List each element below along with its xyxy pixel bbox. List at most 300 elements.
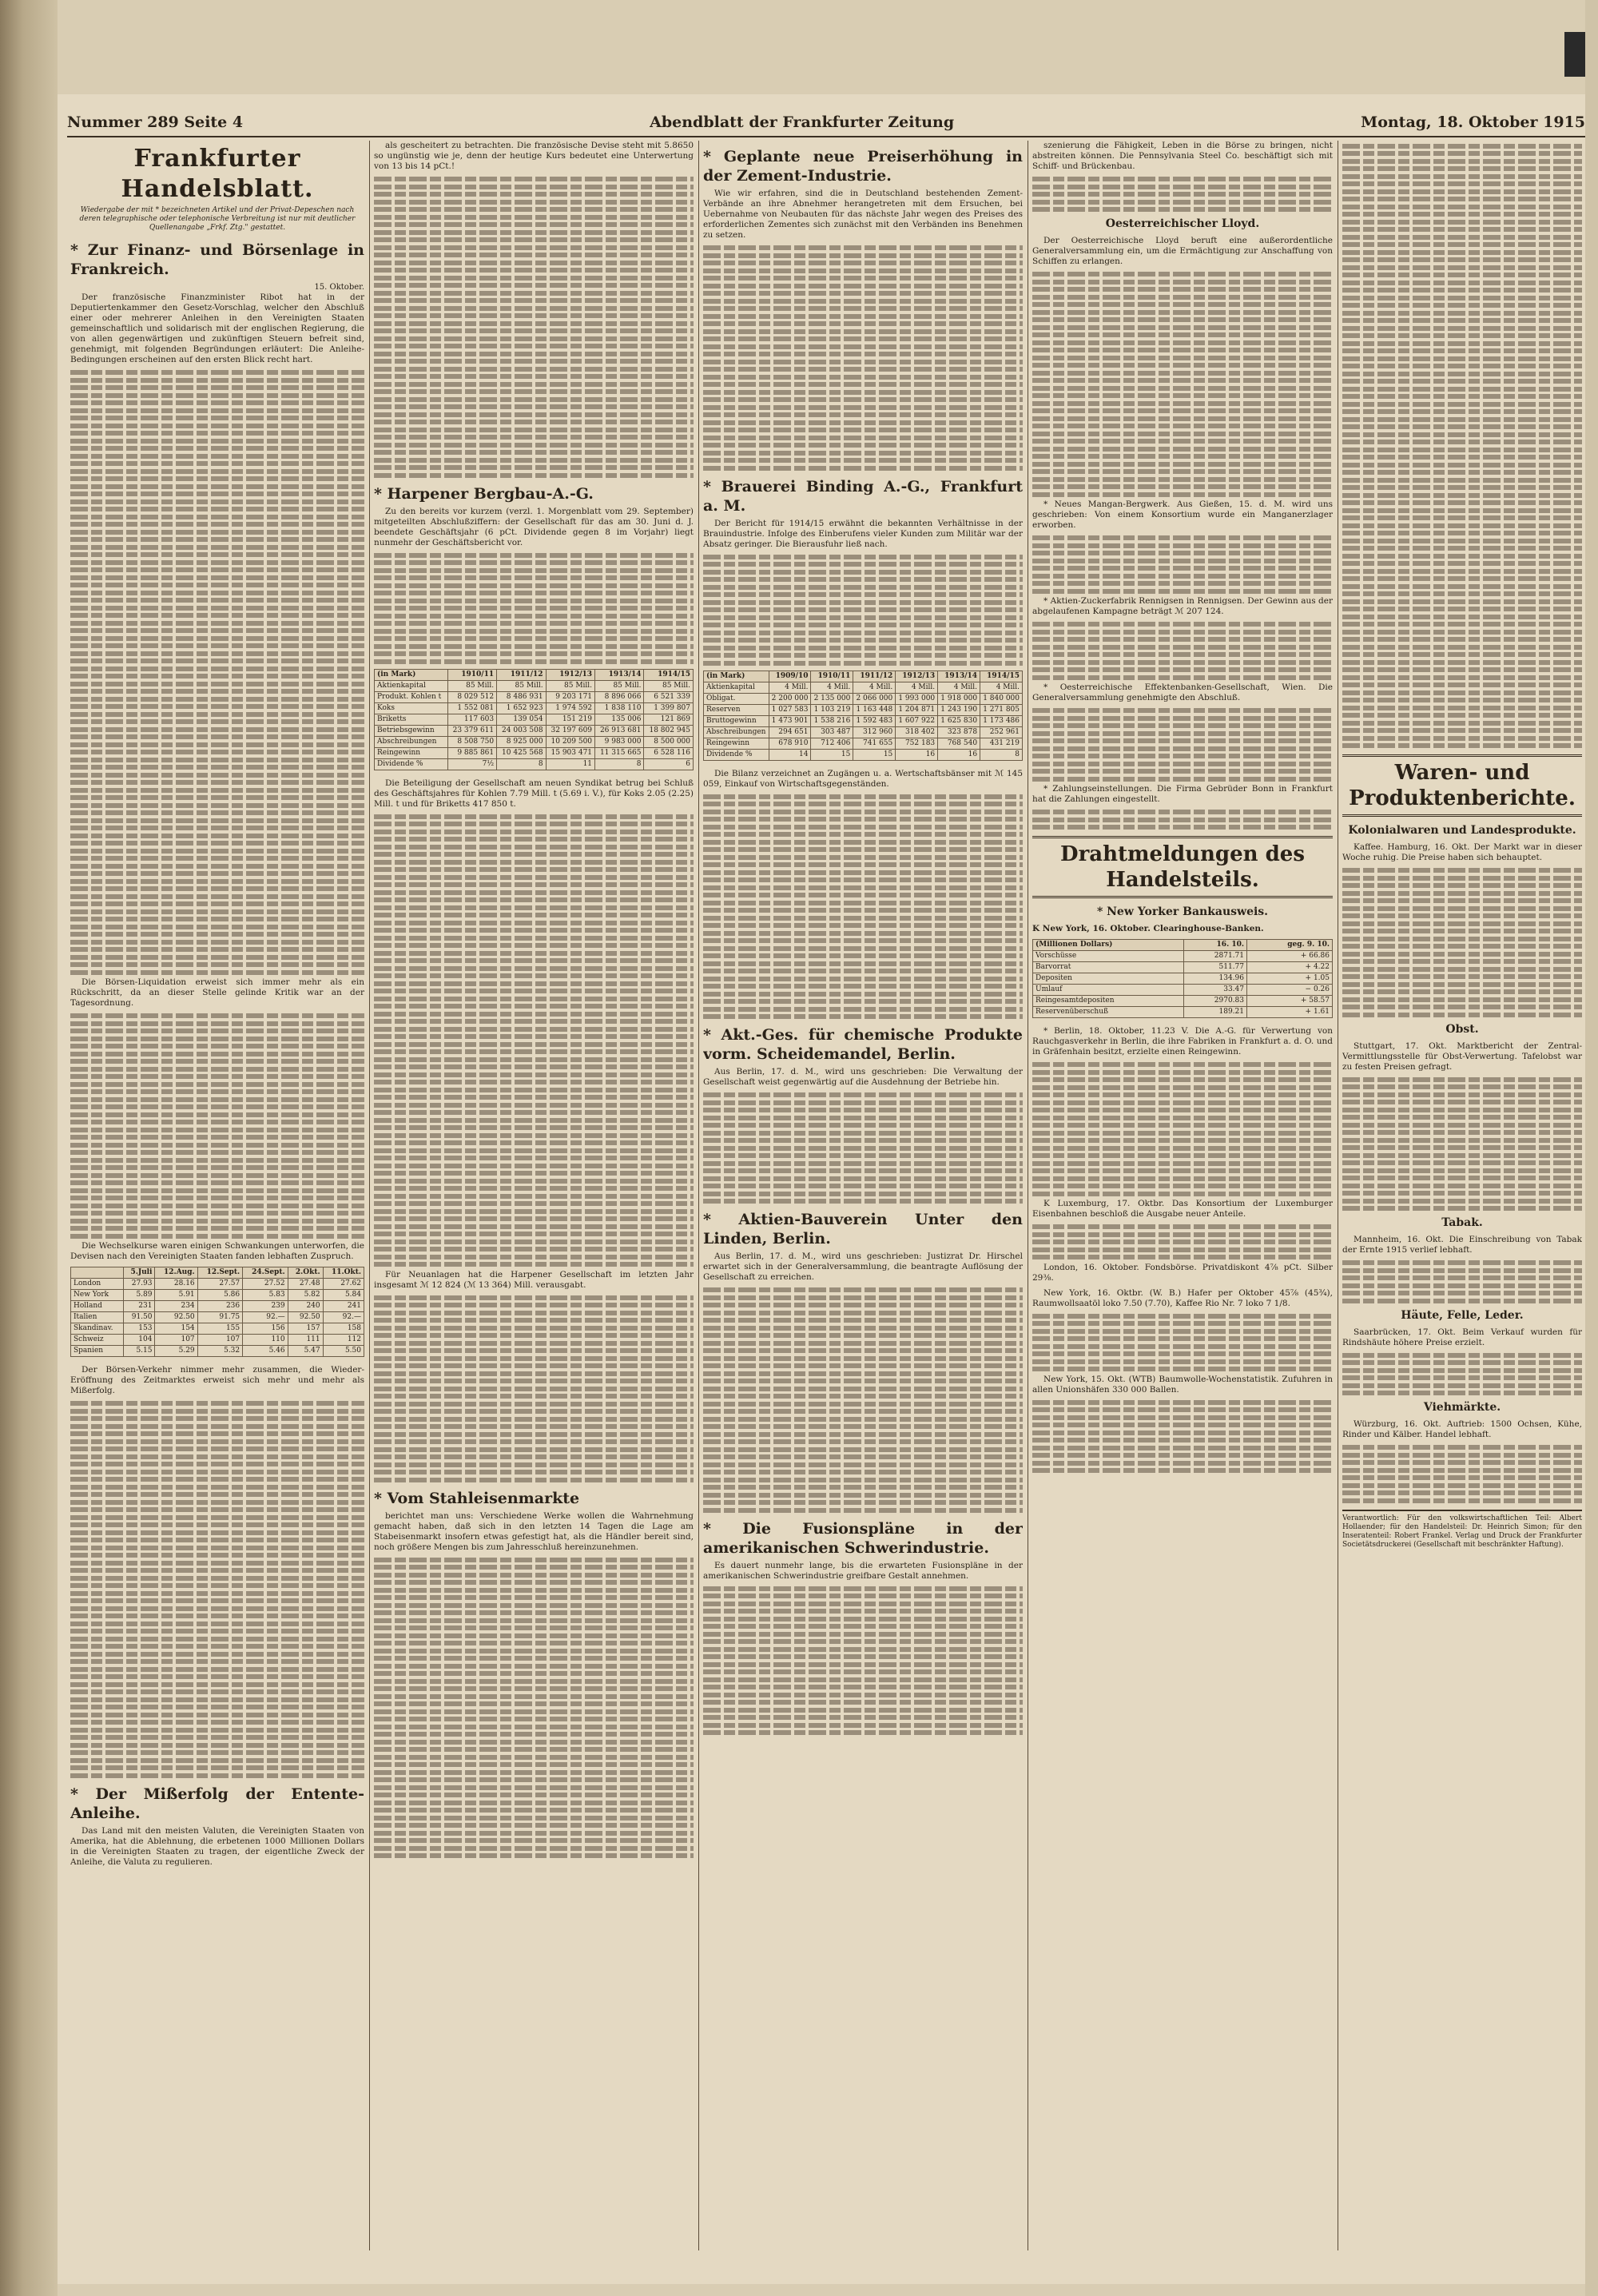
text-block bbox=[703, 555, 1023, 666]
article-paragraph: als gescheitert zu betrachten. Die französische Devise steht mit 5.8650 so ungünstig wie je, denn der heutige Kurs bedeutet eine Unterwertung von 13 bis 14 pCt.! bbox=[374, 141, 694, 171]
table-cell: Aktienkapital bbox=[704, 682, 769, 693]
table-cell: 2 135 000 bbox=[811, 693, 853, 704]
table-cell: 121 869 bbox=[644, 714, 694, 725]
table-cell: 431 219 bbox=[980, 738, 1023, 749]
table-row bbox=[71, 1312, 364, 1323]
table-cell: 91.75 bbox=[197, 1312, 242, 1323]
article-paragraph: Die Börsen-Liquidation erweist sich immer mehr als ein Rückschritt, da an dieser Stelle gelinde Kritik war an der Tagesordnung. bbox=[70, 977, 364, 1008]
article-paragraph: Es dauert nunmehr lange, bis die erwarteten Fusionspläne in der amerikanischen Schwerindustrie greifbare Gestalt annehmen. bbox=[703, 1560, 1023, 1581]
masthead bbox=[67, 109, 1585, 137]
table-header-cell: 12.Aug. bbox=[155, 1267, 197, 1279]
table-cell: 189.21 bbox=[1183, 1007, 1246, 1018]
table-cell: Briketts bbox=[375, 714, 448, 725]
table-cell: 236 bbox=[197, 1301, 242, 1312]
news-item: * Neues Mangan-Bergwerk. Aus Gießen, 15. d. M. wird uns geschrieben: Von einem Konsortium wurde ein Manganerzlager erworben. bbox=[1032, 499, 1333, 530]
table-cell: 303 487 bbox=[811, 726, 853, 738]
news-item: London, 16. Oktober. Fondsbörse. Privatdiskont 4⅞ pCt. Silber 29⅜. bbox=[1032, 1262, 1333, 1283]
table-header-cell: 1910/11 bbox=[811, 670, 853, 682]
table-cell: 768 540 bbox=[938, 738, 980, 749]
table-cell: Dividende % bbox=[375, 758, 448, 770]
article-headline: * Die Fusionspläne in der amerikanischen Schwerindustrie. bbox=[703, 1519, 1023, 1557]
article-paragraph: Die Bilanz verzeichnet an Zugängen u. a. Wertschaftsbänser mit ℳ 145 059, Einkauf von Wirtschaftsgegenständen. bbox=[703, 768, 1023, 789]
table-cell: 2 200 000 bbox=[769, 693, 811, 704]
table-header-cell: 1912/13 bbox=[896, 670, 938, 682]
page-edge bbox=[1585, 0, 1598, 2296]
text-block bbox=[1032, 1062, 1333, 1196]
table-cell: 104 bbox=[123, 1335, 155, 1346]
column-4 bbox=[1032, 141, 1333, 2250]
table-cell: 234 bbox=[155, 1301, 197, 1312]
table-row bbox=[375, 691, 694, 702]
article-paragraph: Der französische Finanzminister Ribot hat in der Deputiertenkammer den Gesetz-Vorschlag, welcher den Abschluß einer oder mehrerer Anleihen in den Vereinigten Staaten gemeinschaftlich und solidarisch mit der englischen Regierung, die von allen gegenwärtigen und zukünftigen Steuern befreit sind, genehmigt, mit folgenden Begründungen erläutert: Die Anleihe-Bedingungen erscheinen auf den ersten Blick recht hart. bbox=[70, 292, 364, 364]
table-cell: 32 197 609 bbox=[546, 725, 594, 736]
table-cell: 33.47 bbox=[1183, 985, 1246, 996]
text-block bbox=[703, 1287, 1023, 1513]
text-block bbox=[1032, 1314, 1333, 1372]
table-cell: 92.50 bbox=[155, 1312, 197, 1323]
text-block bbox=[1342, 1077, 1582, 1212]
table-cell: 110 bbox=[243, 1335, 288, 1346]
table-cell: 27.57 bbox=[197, 1279, 242, 1290]
article-paragraph: Die Beteiligung der Gesellschaft am neuen Syndikat betrug bei Schluß des Geschäftsjahres für Kohlen 7.79 Mill. t (5.69 i. V.), für Koks 2.05 (2.25) Mill. t und für Briketts 417 850 t. bbox=[374, 778, 694, 809]
table-header-cell: 1911/12 bbox=[497, 669, 546, 680]
table-cell: 2970.83 bbox=[1183, 996, 1246, 1007]
table-cell: 5.29 bbox=[155, 1346, 197, 1357]
table-cell: 9 203 171 bbox=[546, 691, 594, 702]
newspaper-title: Abendblatt der Frankfurter Zeitung bbox=[650, 113, 955, 131]
table-cell: London bbox=[71, 1279, 124, 1290]
table-cell: 1 538 216 bbox=[811, 715, 853, 726]
article-paragraph: szenierung die Fähigkeit, Leben in die Börse zu bringen, nicht abstreiten können. Die Pennsylvania Steel Co. beschäftigt sich mit Schiff- und Brückenbau. bbox=[1032, 141, 1333, 171]
text-block bbox=[70, 370, 364, 975]
table-cell: 24 003 508 bbox=[497, 725, 546, 736]
table-cell: + 1.61 bbox=[1247, 1007, 1333, 1018]
table-cell: 8 bbox=[595, 758, 644, 770]
text-block bbox=[1342, 1445, 1582, 1503]
table-header-cell: 16. 10. bbox=[1183, 940, 1246, 951]
table-row bbox=[71, 1301, 364, 1312]
table-cell: 85 Mill. bbox=[497, 680, 546, 691]
news-item: * Oesterreichische Effektenbanken-Gesellschaft, Wien. Die Generalversammlung genehmigte den Abschluß. bbox=[1032, 682, 1333, 702]
table-cell: 511.77 bbox=[1183, 962, 1246, 973]
table-cell: 1 840 000 bbox=[980, 693, 1023, 704]
table-row bbox=[71, 1279, 364, 1290]
table-cell: 4 Mill. bbox=[980, 682, 1023, 693]
article-paragraph: Saarbrücken, 17. Okt. Beim Verkauf wurden für Rindshäute höhere Preise erzielt. bbox=[1342, 1327, 1582, 1347]
book-spine bbox=[0, 0, 58, 2296]
table-header-cell bbox=[71, 1267, 124, 1279]
table-row bbox=[704, 726, 1023, 738]
table-cell: 1 974 592 bbox=[546, 702, 594, 714]
imprint: Verantwortlich: Für den volkswirtschaftlichen Teil: Albert Hollaender; für den Handelsteil: Dr. Heinrich Simon; für den Inseratenteil: Robert Frankel. Verlag und Druck der Frankfurter Societätsdruckerei (Gesellschaft mit beschränkter Haftung). bbox=[1342, 1510, 1582, 1550]
article-paragraph: Der Bericht für 1914/15 erwähnt die bekannten Verhältnisse in der Brauindustrie. Infolge des Einberufens vieler Kunden zum Militär war der Absatz geringer. Die Bierausfuhr ließ nach. bbox=[703, 518, 1023, 549]
table-header-cell: 1914/15 bbox=[644, 669, 694, 680]
table-cell: 135 006 bbox=[595, 714, 644, 725]
table-row bbox=[375, 747, 694, 758]
table-cell: + 66.86 bbox=[1247, 951, 1333, 962]
table-cell: 1 918 000 bbox=[938, 693, 980, 704]
table-cell: 8 bbox=[980, 749, 1023, 760]
ny-dateline: K New York, 16. Oktober. Clearinghouse-Banken. bbox=[1032, 924, 1264, 933]
article-headline: * Vom Stahleisenmarkte bbox=[374, 1489, 580, 1507]
table-cell: 1 103 219 bbox=[811, 704, 853, 715]
table-cell: 134.96 bbox=[1183, 973, 1246, 985]
table-cell: 1 993 000 bbox=[896, 693, 938, 704]
table-cell: 92.— bbox=[243, 1312, 288, 1323]
table-cell: Reingewinn bbox=[704, 738, 769, 749]
table-cell: 4 Mill. bbox=[811, 682, 853, 693]
column-rule bbox=[698, 141, 699, 2250]
table-row bbox=[1033, 1007, 1333, 1018]
table-cell: 5.91 bbox=[155, 1290, 197, 1301]
table-cell: 1 173 486 bbox=[980, 715, 1023, 726]
table-cell: Obligat. bbox=[704, 693, 769, 704]
table-cell: 15 bbox=[853, 749, 896, 760]
table-cell: 8 896 066 bbox=[595, 691, 644, 702]
table-cell: 157 bbox=[288, 1323, 323, 1335]
table-cell: 6 528 116 bbox=[644, 747, 694, 758]
table-cell: 1 652 923 bbox=[497, 702, 546, 714]
ny-bank-table bbox=[1032, 939, 1333, 1018]
table-cell: 23 379 611 bbox=[447, 725, 496, 736]
table-cell: 11 bbox=[546, 758, 594, 770]
table-cell: 112 bbox=[323, 1335, 364, 1346]
table-cell: Reingesamtdepositen bbox=[1033, 996, 1184, 1007]
table-row bbox=[71, 1335, 364, 1346]
table-header-cell: 1911/12 bbox=[853, 670, 896, 682]
table-cell: 111 bbox=[288, 1335, 323, 1346]
table-cell: 85 Mill. bbox=[546, 680, 594, 691]
section-subtitle: Kolonialwaren und Landesprodukte. bbox=[1348, 824, 1576, 837]
table-cell: 27.48 bbox=[288, 1279, 323, 1290]
company-results-table bbox=[374, 669, 694, 770]
table-cell: 154 bbox=[155, 1323, 197, 1335]
table-cell: Koks bbox=[375, 702, 448, 714]
table-cell: 2871.71 bbox=[1183, 951, 1246, 962]
section-title: Frankfurter Handelsblatt. bbox=[121, 145, 314, 203]
table-cell: 85 Mill. bbox=[644, 680, 694, 691]
table-row bbox=[704, 682, 1023, 693]
table-cell: 240 bbox=[288, 1301, 323, 1312]
table-cell: 239 bbox=[243, 1301, 288, 1312]
table-cell: New York bbox=[71, 1290, 124, 1301]
table-cell: 92.50 bbox=[288, 1312, 323, 1323]
table-header-cell: (Millionen Dollars) bbox=[1033, 940, 1184, 951]
table-cell: 1 592 483 bbox=[853, 715, 896, 726]
table-header-cell: 24.Sept. bbox=[243, 1267, 288, 1279]
archive-tab bbox=[1564, 32, 1585, 77]
table-cell: 107 bbox=[155, 1335, 197, 1346]
table-header-cell: 11.Okt. bbox=[323, 1267, 364, 1279]
table-cell: Barvorrat bbox=[1033, 962, 1184, 973]
table-cell: 294 651 bbox=[769, 726, 811, 738]
table-row bbox=[704, 749, 1023, 760]
table-cell: + 1.05 bbox=[1247, 973, 1333, 985]
text-block bbox=[1342, 868, 1582, 1017]
reprint-notice: Wiedergabe der mit * bezeichneten Artikel und der Privat-Depeschen nach deren telegraphische oder telephonische Verbreitung ist nur mit deutlicher Quellenangabe „Frkf. Ztg." gestattet. bbox=[79, 206, 356, 232]
article-headline: * Zur Finanz- und Börsenlage in Frankreich. bbox=[70, 241, 364, 278]
article-paragraph: Das Land mit den meisten Valuten, die Vereinigten Staaten von Amerika, hat die Ablehnung, die erbetenen 1000 Millionen Dollars in die Vereinigten Staaten zu tragen, der eigentliche Zweck der Anleihe, die Valuta zu regulieren. bbox=[70, 1825, 364, 1867]
text-block bbox=[1032, 1400, 1333, 1474]
article-paragraph: Die Wechselkurse waren einigen Schwankungen unterworfen, die Devisen nach den Vereinigten Staaten fanden lebhaften Zuspruch. bbox=[70, 1241, 364, 1261]
table-header-cell: 1913/14 bbox=[595, 669, 644, 680]
table-cell: 1 243 190 bbox=[938, 704, 980, 715]
table-cell: 8 029 512 bbox=[447, 691, 496, 702]
table-row bbox=[71, 1290, 364, 1301]
table-header-cell: 5.Juli bbox=[123, 1267, 155, 1279]
table-cell: Dividende % bbox=[704, 749, 769, 760]
table-cell: + 4.22 bbox=[1247, 962, 1333, 973]
table-cell: Produkt. Kohlen t bbox=[375, 691, 448, 702]
text-block bbox=[1032, 177, 1333, 212]
issue-date: Montag, 18. Oktober 1915 bbox=[1361, 113, 1585, 131]
table-cell: Reservenüberschuß bbox=[1033, 1007, 1184, 1018]
table-cell: 10 209 500 bbox=[546, 736, 594, 747]
table-cell: 151 219 bbox=[546, 714, 594, 725]
table-row bbox=[704, 693, 1023, 704]
table-header-cell: 1910/11 bbox=[447, 669, 496, 680]
table-cell: 5.47 bbox=[288, 1346, 323, 1357]
table-row bbox=[375, 702, 694, 714]
article-paragraph: Der Börsen-Verkehr nimmer mehr zusammen, die Wieder-Eröffnung des Zeitmarktes erweist sich mehr und mehr als Mißerfolg. bbox=[70, 1365, 364, 1395]
text-block bbox=[703, 1092, 1023, 1204]
table-cell: 107 bbox=[197, 1335, 242, 1346]
table-header-cell: geg. 9. 10. bbox=[1247, 940, 1333, 951]
table-cell: 741 655 bbox=[853, 738, 896, 749]
table-row bbox=[375, 680, 694, 691]
table-cell: Italien bbox=[71, 1312, 124, 1323]
news-item: New York, 16. Oktbr. (W. B.) Hafer per Oktober 45⅞ (45¾), Raumwollsaatöl loko 7.50 (7.70), Kaffee Rio Nr. 7 loko 7 1/8. bbox=[1032, 1287, 1333, 1308]
section-subtitle: Viehmärkte. bbox=[1423, 1401, 1501, 1414]
text-block bbox=[374, 814, 694, 1267]
text-block bbox=[70, 1013, 364, 1239]
text-block bbox=[1342, 144, 1582, 749]
text-block bbox=[1032, 708, 1333, 782]
article-headline: * Der Mißerfolg der Entente-Anleihe. bbox=[70, 1785, 364, 1822]
table-cell: 312 960 bbox=[853, 726, 896, 738]
table-cell: 8 bbox=[497, 758, 546, 770]
article-paragraph: berichtet man uns: Verschiedene Werke wollen die Wahrnehmung gemacht haben, daß sich in den letzten 14 Tagen die Lage am Stabeisenmarkt insofern etwas gefestigt hat, als die Händler bereit sind, noch größere Mengen bis zum Jahresschluß hereinzunehmen. bbox=[374, 1510, 694, 1552]
news-item: * Berlin, 18. Oktober, 11.23 V. Die A.-G. für Verwertung von Rauchgasverkehr in Berlin, die ihre Fabriken in Frankfurt a. d. O. und in Gräfenhain besitzt, erzielte einen Reingewinn. bbox=[1032, 1026, 1333, 1056]
article-paragraph: Mannheim, 16. Okt. Die Einschreibung von Tabak der Ernte 1915 verlief lebhaft. bbox=[1342, 1235, 1582, 1255]
table-header-cell: 2.Okt. bbox=[288, 1267, 323, 1279]
table-cell: Abschreibungen bbox=[375, 736, 448, 747]
table-header-cell: (in Mark) bbox=[704, 670, 769, 682]
column-1 bbox=[70, 141, 364, 2250]
table-cell: 5.46 bbox=[243, 1346, 288, 1357]
table-cell: 16 bbox=[896, 749, 938, 760]
table-cell: 26 913 681 bbox=[595, 725, 644, 736]
table-row bbox=[1033, 973, 1333, 985]
text-block bbox=[1342, 1353, 1582, 1396]
table-header-cell: 12.Sept. bbox=[197, 1267, 242, 1279]
text-block bbox=[1032, 810, 1333, 830]
table-cell: 323 878 bbox=[938, 726, 980, 738]
table-cell: 18 802 945 bbox=[644, 725, 694, 736]
table-cell: 2 066 000 bbox=[853, 693, 896, 704]
table-cell: 11 315 665 bbox=[595, 747, 644, 758]
text-block bbox=[70, 1401, 364, 1778]
table-cell: 752 183 bbox=[896, 738, 938, 749]
table-cell: 1 552 081 bbox=[447, 702, 496, 714]
article-headline: Oesterreichischer Lloyd. bbox=[1105, 217, 1260, 230]
table-cell: 28.16 bbox=[155, 1279, 197, 1290]
issue-number: Nummer 289 Seite 4 bbox=[67, 113, 244, 131]
table-cell: 1 607 922 bbox=[896, 715, 938, 726]
article-headline: * Brauerei Binding A.-G., Frankfurt a. M. bbox=[703, 477, 1023, 515]
table-header-cell: (in Mark) bbox=[375, 669, 448, 680]
table-cell: 85 Mill. bbox=[447, 680, 496, 691]
text-block bbox=[703, 245, 1023, 471]
section-subtitle: Tabak. bbox=[1441, 1216, 1483, 1229]
table-cell: 5.82 bbox=[288, 1290, 323, 1301]
table-cell: 27.93 bbox=[123, 1279, 155, 1290]
table-cell: Depositen bbox=[1033, 973, 1184, 985]
article-headline: * Geplante neue Preiserhöhung in der Zement-Industrie. bbox=[703, 148, 1023, 185]
table-row bbox=[1033, 951, 1333, 962]
table-header-cell: 1914/15 bbox=[980, 670, 1023, 682]
table-cell: Aktienkapital bbox=[375, 680, 448, 691]
article-paragraph: Zu den bereits vor kurzem (verzl. 1. Morgenblatt vom 29. September) mitgeteilten Abschlußziffern: der Gesellschaft für das am 30. Juni d. J. beendete Geschäftsjahr (6 pCt. Dividende gegen 8 im Vorjahr) liegt nunmehr der Geschäftsbericht vor. bbox=[374, 506, 694, 547]
news-item: * Zahlungseinstellungen. Die Firma Gebrüder Bonn in Frankfurt hat die Zahlungen eingestellt. bbox=[1032, 784, 1333, 804]
column-5 bbox=[1342, 141, 1582, 2250]
table-cell: Vorschüsse bbox=[1033, 951, 1184, 962]
table-cell: 5.83 bbox=[243, 1290, 288, 1301]
exchange-rate-table bbox=[70, 1267, 364, 1357]
section-subtitle: Häute, Felle, Leder. bbox=[1401, 1308, 1524, 1322]
table-cell: 6 521 339 bbox=[644, 691, 694, 702]
table-row bbox=[1033, 996, 1333, 1007]
article-paragraph: Kaffee. Hamburg, 16. Okt. Der Markt war in dieser Woche ruhig. Die Preise haben sich behauptet. bbox=[1342, 842, 1582, 862]
table-cell: Holland bbox=[71, 1301, 124, 1312]
table-cell: 85 Mill. bbox=[595, 680, 644, 691]
article-dateline: 15. Oktober. bbox=[314, 283, 364, 292]
table-row bbox=[1033, 985, 1333, 996]
article-paragraph: Wie wir erfahren, sind die in Deutschland bestehenden Zement-Verbände an ihre Abnehmer herangetreten mit dem Ersuchen, bei Uebernahme von Neubauten für das nächste Jahr wegen des Preises des erforderlichen Zementes sich zunächst mit den Verbänden ins Benehmen zu setzen. bbox=[703, 189, 1023, 240]
text-block bbox=[1032, 622, 1333, 680]
table-cell: 5.15 bbox=[123, 1346, 155, 1357]
table-cell: 10 425 568 bbox=[497, 747, 546, 758]
table-row bbox=[71, 1346, 364, 1357]
table-cell: 8 925 000 bbox=[497, 736, 546, 747]
table-cell: Betriebsgewinn bbox=[375, 725, 448, 736]
column-2 bbox=[374, 141, 694, 2250]
article-headline: * Aktien-Bauverein Unter den Linden, Berlin. bbox=[703, 1211, 1023, 1247]
table-cell: Spanien bbox=[71, 1346, 124, 1357]
text-block bbox=[703, 1586, 1023, 1736]
table-cell: Umlauf bbox=[1033, 985, 1184, 996]
table-cell: 1 271 805 bbox=[980, 704, 1023, 715]
brewery-results-table bbox=[703, 670, 1023, 761]
table-cell: 4 Mill. bbox=[853, 682, 896, 693]
news-item: K Luxemburg, 17. Oktbr. Das Konsortium der Luxemburger Eisenbahnen beschloß die Ausgabe neuer Anteile. bbox=[1032, 1199, 1333, 1219]
table-cell: 16 bbox=[938, 749, 980, 760]
table-cell: 1 838 110 bbox=[595, 702, 644, 714]
table-row bbox=[375, 736, 694, 747]
table-cell: 5.32 bbox=[197, 1346, 242, 1357]
table-row bbox=[704, 738, 1023, 749]
section-subtitle: Obst. bbox=[1445, 1022, 1479, 1036]
column-3 bbox=[703, 141, 1023, 2250]
table-cell: 1 399 807 bbox=[644, 702, 694, 714]
table-cell: Bruttogewinn bbox=[704, 715, 769, 726]
table-cell: 1 473 901 bbox=[769, 715, 811, 726]
article-paragraph: Der Oesterreichische Lloyd beruft eine außerordentliche Generalversammlung ein, um die Ermächtigung zur Anschaffung von Schiffen zu erlangen. bbox=[1032, 236, 1333, 266]
table-cell: 8 486 931 bbox=[497, 691, 546, 702]
table-header-cell: 1909/10 bbox=[769, 670, 811, 682]
news-item: New York, 15. Okt. (WTB) Baumwolle-Wochenstatistik. Zufuhren in allen Unionshäfen 330 000 Ballen. bbox=[1032, 1374, 1333, 1395]
table-row bbox=[375, 725, 694, 736]
table-cell: 5.86 bbox=[197, 1290, 242, 1301]
table-cell: 5.50 bbox=[323, 1346, 364, 1357]
table-cell: Abschreibungen bbox=[704, 726, 769, 738]
table-cell: 1 204 871 bbox=[896, 704, 938, 715]
text-block bbox=[374, 1295, 694, 1482]
table-cell: 158 bbox=[323, 1323, 364, 1335]
table-cell: − 0.26 bbox=[1247, 985, 1333, 996]
text-block bbox=[1032, 535, 1333, 594]
table-cell: 153 bbox=[123, 1323, 155, 1335]
table-cell: 92.— bbox=[323, 1312, 364, 1323]
table-cell: 15 903 471 bbox=[546, 747, 594, 758]
table-cell: 9 885 861 bbox=[447, 747, 496, 758]
table-row bbox=[704, 704, 1023, 715]
table-cell: 1 027 583 bbox=[769, 704, 811, 715]
article-paragraph: Für Neuanlagen hat die Harpener Gesellschaft im letzten Jahr insgesamt ℳ 12 824 (ℳ 13 364) Mill. verausgabt. bbox=[374, 1269, 694, 1290]
table-cell: + 58.57 bbox=[1247, 996, 1333, 1007]
table-header-cell: 1912/13 bbox=[546, 669, 594, 680]
table-cell: 712 406 bbox=[811, 738, 853, 749]
table-row bbox=[1033, 962, 1333, 973]
table-cell: Reserven bbox=[704, 704, 769, 715]
table-cell: 318 402 bbox=[896, 726, 938, 738]
section-title: Drahtmeldungen des Handelsteils. bbox=[1032, 836, 1333, 898]
article-paragraph: Aus Berlin, 17. d. M., wird uns geschrieben: Justizrat Dr. Hirschel erwartet sich in der Generalversammlung, die beantragte Auflösung der Gesellschaft zu erreichen. bbox=[703, 1251, 1023, 1282]
table-cell: 231 bbox=[123, 1301, 155, 1312]
table-row bbox=[71, 1323, 364, 1335]
text-block bbox=[1032, 272, 1333, 497]
table-cell: 139 054 bbox=[497, 714, 546, 725]
table-cell: 8 508 750 bbox=[447, 736, 496, 747]
table-cell: 5.84 bbox=[323, 1290, 364, 1301]
table-cell: 15 bbox=[811, 749, 853, 760]
article-headline: * Akt.-Ges. für chemische Produkte vorm. Scheidemandel, Berlin. bbox=[703, 1026, 1023, 1063]
article-paragraph: Stuttgart, 17. Okt. Marktbericht der Zentral-Vermittlungsstelle für Obst-Verwertung. Tafelobst war zu festen Preisen gefragt. bbox=[1342, 1041, 1582, 1072]
section-title: Waren- und Produktenberichte. bbox=[1342, 754, 1582, 817]
table-cell: 9 983 000 bbox=[595, 736, 644, 747]
table-cell: Reingewinn bbox=[375, 747, 448, 758]
table-cell: 27.52 bbox=[243, 1279, 288, 1290]
article-paragraph: Aus Berlin, 17. d. M., wird uns geschrieben: Die Verwaltung der Gesellschaft weist gegenwärtig auf die Ausdehnung der Betriebe hin. bbox=[703, 1067, 1023, 1087]
table-row bbox=[704, 715, 1023, 726]
text-block bbox=[374, 177, 694, 478]
table-cell: 4 Mill. bbox=[896, 682, 938, 693]
article-paragraph: Würzburg, 16. Okt. Auftrieb: 1500 Ochsen, Kühe, Rinder und Kälber. Handel lebhaft. bbox=[1342, 1419, 1582, 1439]
text-block bbox=[374, 553, 694, 664]
table-cell: 5.89 bbox=[123, 1290, 155, 1301]
table-cell: 6 bbox=[644, 758, 694, 770]
table-cell: Skandinav. bbox=[71, 1323, 124, 1335]
table-cell: 1 625 830 bbox=[938, 715, 980, 726]
table-cell: 7½ bbox=[447, 758, 496, 770]
table-row bbox=[375, 758, 694, 770]
table-cell: 155 bbox=[197, 1323, 242, 1335]
table-row bbox=[375, 714, 694, 725]
text-block bbox=[1342, 1260, 1582, 1303]
table-header-cell: 1913/14 bbox=[938, 670, 980, 682]
news-item: * Aktien-Zuckerfabrik Rennigsen in Rennigsen. Der Gewinn aus der abgelaufenen Kampagne beträgt ℳ 207 124. bbox=[1032, 596, 1333, 616]
table-cell: 4 Mill. bbox=[938, 682, 980, 693]
